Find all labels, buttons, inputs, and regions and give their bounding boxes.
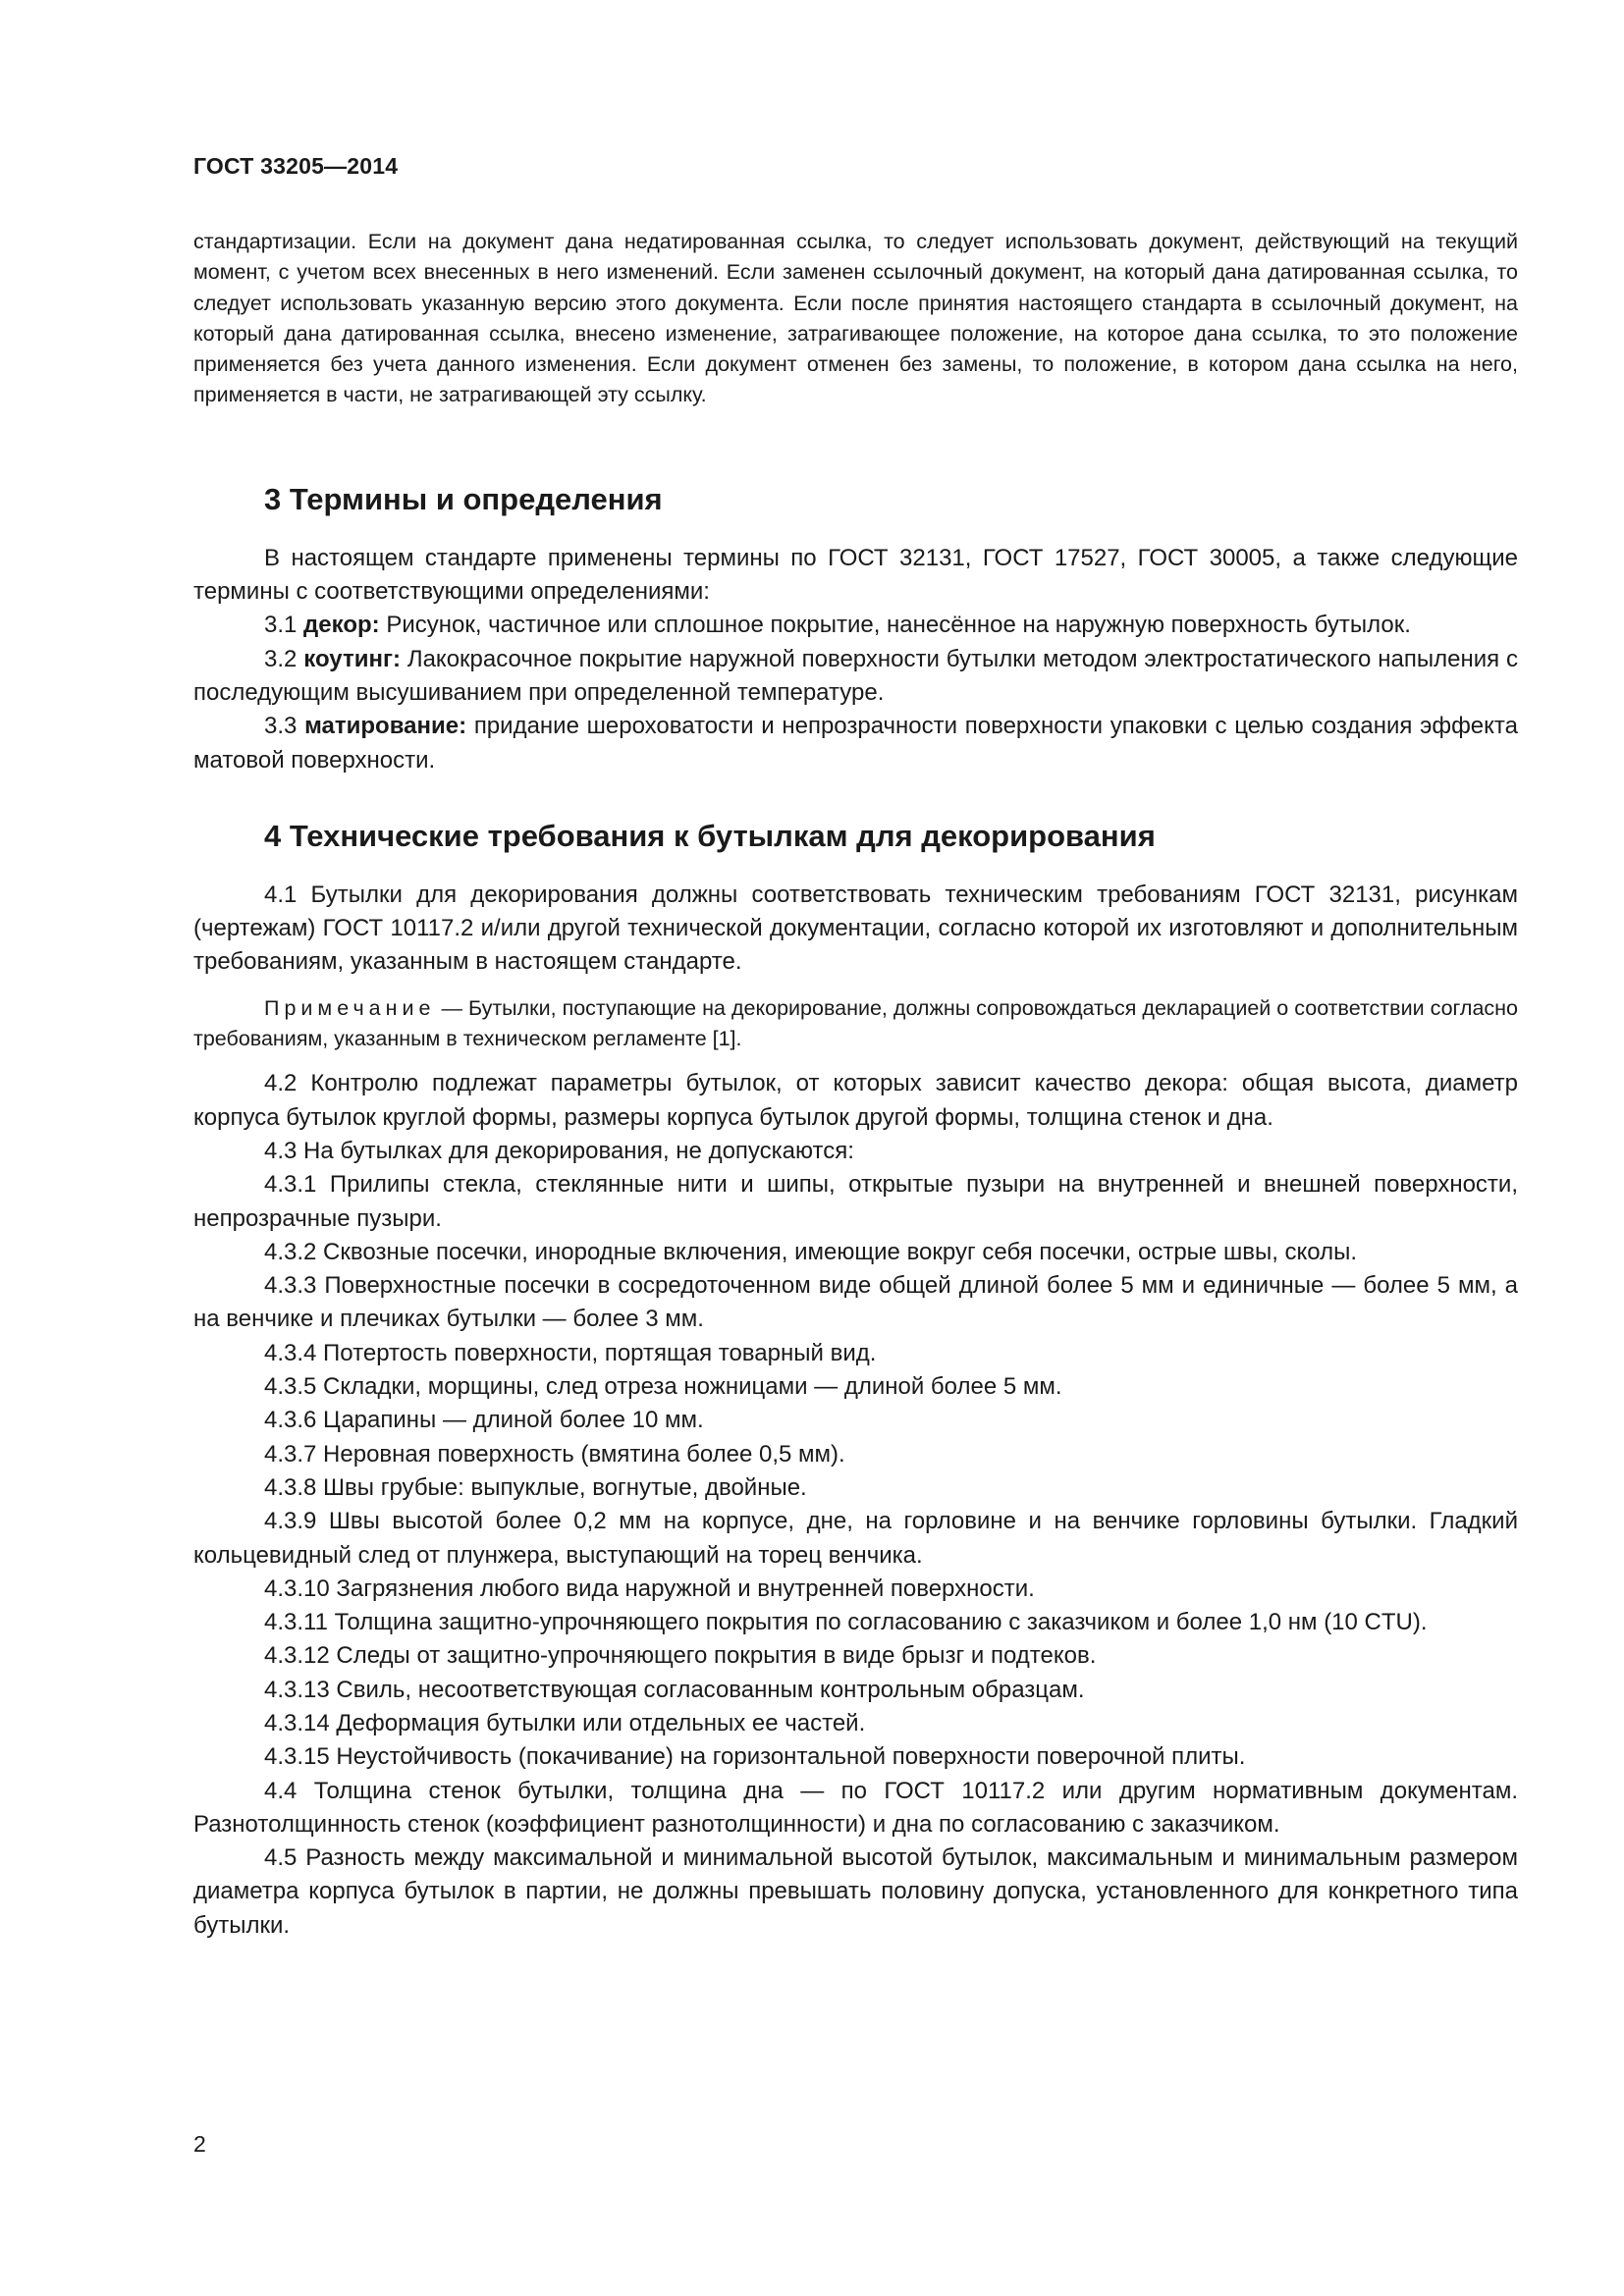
section-4-heading: 4 Технические требования к бутылкам для декорирования — [264, 818, 1156, 853]
term-definition: Рисунок, частичное или сплошное покрытие, нанесённое на наружную поверхность бутылок. — [386, 612, 1411, 639]
page-number: 2 — [193, 2131, 206, 2157]
term-number: 3.1 — [264, 612, 298, 639]
clause-4-3-10: 4.3.10 Загрязнения любого вида наружной и внутренней поверхности. — [264, 1575, 1035, 1602]
section-3-heading: 3 Термины и определения — [264, 481, 663, 516]
clause-4-3-4: 4.3.4 Потертость поверхности, портящая товарный вид. — [264, 1339, 877, 1366]
clause-4-3-3: 4.3.3 Поверхностные посечки в сосредоточенном виде общей длиной более 5 мм и единичные — более 5 мм, а на венчике и плечиках бутылки — более 3 мм. — [193, 1272, 1518, 1333]
clause-4-1: 4.1 Бутылки для декорирования должны соответствовать техническим требованиям ГОСТ 32131, рисункам (чертежам) ГОСТ 10117.2 и/или другой технической документации, согласно которой их изготовляют и дополнительным требованиям, указанным в настоящем стандарте. — [193, 881, 1518, 976]
intro-paragraph: стандартизации. Если на документ дана недатированная ссылка, то следует использовать документ, действующий на текущий момент, с учетом всех внесенных в него изменений. Если заменен ссылочный документ, на который дана датированная ссылка, то следует использовать указанную версию этого документа. Если после принятия настоящего стандарта в ссылочный документ, на который дана датированная ссылка, внесено изменение, затрагивающее положение, на которое дана ссылка, то это положение применяется без учета данного изменения. Если документ отменен без замены, то положение, в котором дана ссылка на него, применяется в части, не затрагивающей эту ссылку. — [193, 230, 1518, 407]
section-3-lead: В настоящем стандарте применены термины по ГОСТ 32131, ГОСТ 17527, ГОСТ 30005, а также следующие термины с соответствующими определениями: — [193, 544, 1518, 606]
note-label: Примечание — [264, 995, 436, 1020]
term-definition: Лакокрасочное покрытие наружной поверхности бутылки методом электростатического напыления с последующим высушиванием при определенной температуре. — [193, 645, 1518, 706]
term-definition: придание шероховатости и непрозрачности поверхности упаковки с целью создания эффекта матовой поверхности. — [193, 713, 1518, 774]
clause-4-4: 4.4 Толщина стенок бутылки, толщина дна — по ГОСТ 10117.2 или другим нормативным документам. Разнотолщинность стенок (коэффициент разнотолщинности) и дна по согласованию с заказчиком. — [193, 1777, 1518, 1838]
term-name: коутинг: — [303, 645, 401, 672]
document-body — [193, 227, 1518, 1943]
clause-4-3-2: 4.3.2 Сквозные посечки, инородные включения, имеющие вокруг себя посечки, острые швы, сколы. — [264, 1238, 1358, 1265]
document-code-header: ГОСТ 33205—2014 — [193, 153, 399, 179]
term-number: 3.3 — [264, 713, 298, 740]
clause-4-3-14: 4.3.14 Деформация бутылки или отдельных ее частей. — [264, 1709, 866, 1736]
term-3-2 — [193, 643, 1518, 711]
clause-4-3-5: 4.3.5 Складки, морщины, след отреза ножницами — длиной более 5 мм. — [264, 1373, 1062, 1401]
clause-4-3-11: 4.3.11 Толщина защитно-упрочняющего покрытия по согласованию с заказчиком и более 1,0 нм (10 CTU). — [264, 1609, 1428, 1636]
term-name: декор: — [303, 612, 380, 639]
clause-4-3-15: 4.3.15 Неустойчивость (покачивание) на горизонтальной поверхности поверочной плиты. — [264, 1743, 1246, 1771]
term-3-3 — [193, 710, 1518, 777]
clause-4-3-12: 4.3.12 Следы от защитно-упрочняющего покрытия в виде брызг и подтеков. — [264, 1642, 1097, 1670]
clause-4-3-7: 4.3.7 Неровная поверхность (вмятина более 0,5 мм). — [264, 1440, 845, 1468]
term-3-1 — [193, 609, 1518, 642]
clause-4-5: 4.5 Разность между максимальной и минимальной высотой бутылок, максимальным и минимальным размером диаметра корпуса бутылок в партии, не должны превышать половину допуска, установленного для конкретного типа бутылки. — [193, 1844, 1518, 1939]
clause-4-3: 4.3 На бутылках для декорирования, не допускаются: — [264, 1137, 854, 1164]
note-text: — Бутылки, поступающие на декорирование, должны сопровождаться декларацией о соответствии согласно требованиям, указанным в техническом регламенте [1]. — [193, 995, 1518, 1051]
term-number: 3.2 — [264, 645, 298, 672]
clause-4-3-9: 4.3.9 Швы высотой более 0,2 мм на корпусе, дне, на горловине и на венчике горловины бутылки. Гладкий кольцевидный след от плунжера, выступающий на торец венчика. — [193, 1508, 1518, 1569]
clause-4-3-6: 4.3.6 Царапины — длиной более 10 мм. — [264, 1407, 704, 1434]
note-paragraph — [193, 993, 1518, 1055]
clause-4-3-1: 4.3.1 Прилипы стекла, стеклянные нити и шипы, открытые пузыри на внутренней и внешней поверхности, непрозрачные пузыри. — [193, 1171, 1518, 1232]
clause-4-3-13: 4.3.13 Свиль, несоответствующая согласованным контрольным образцам. — [264, 1676, 1085, 1703]
clause-4-3-8: 4.3.8 Швы грубые: выпуклые, вогнутые, двойные. — [264, 1473, 807, 1501]
clause-4-2: 4.2 Контролю подлежат параметры бутылок, от которых зависит качество декора: общая высота, диаметр корпуса бутылок круглой формы, размеры корпуса бутылок другой формы, толщина стенок и дна. — [193, 1070, 1518, 1131]
term-name: матирование: — [304, 713, 467, 740]
